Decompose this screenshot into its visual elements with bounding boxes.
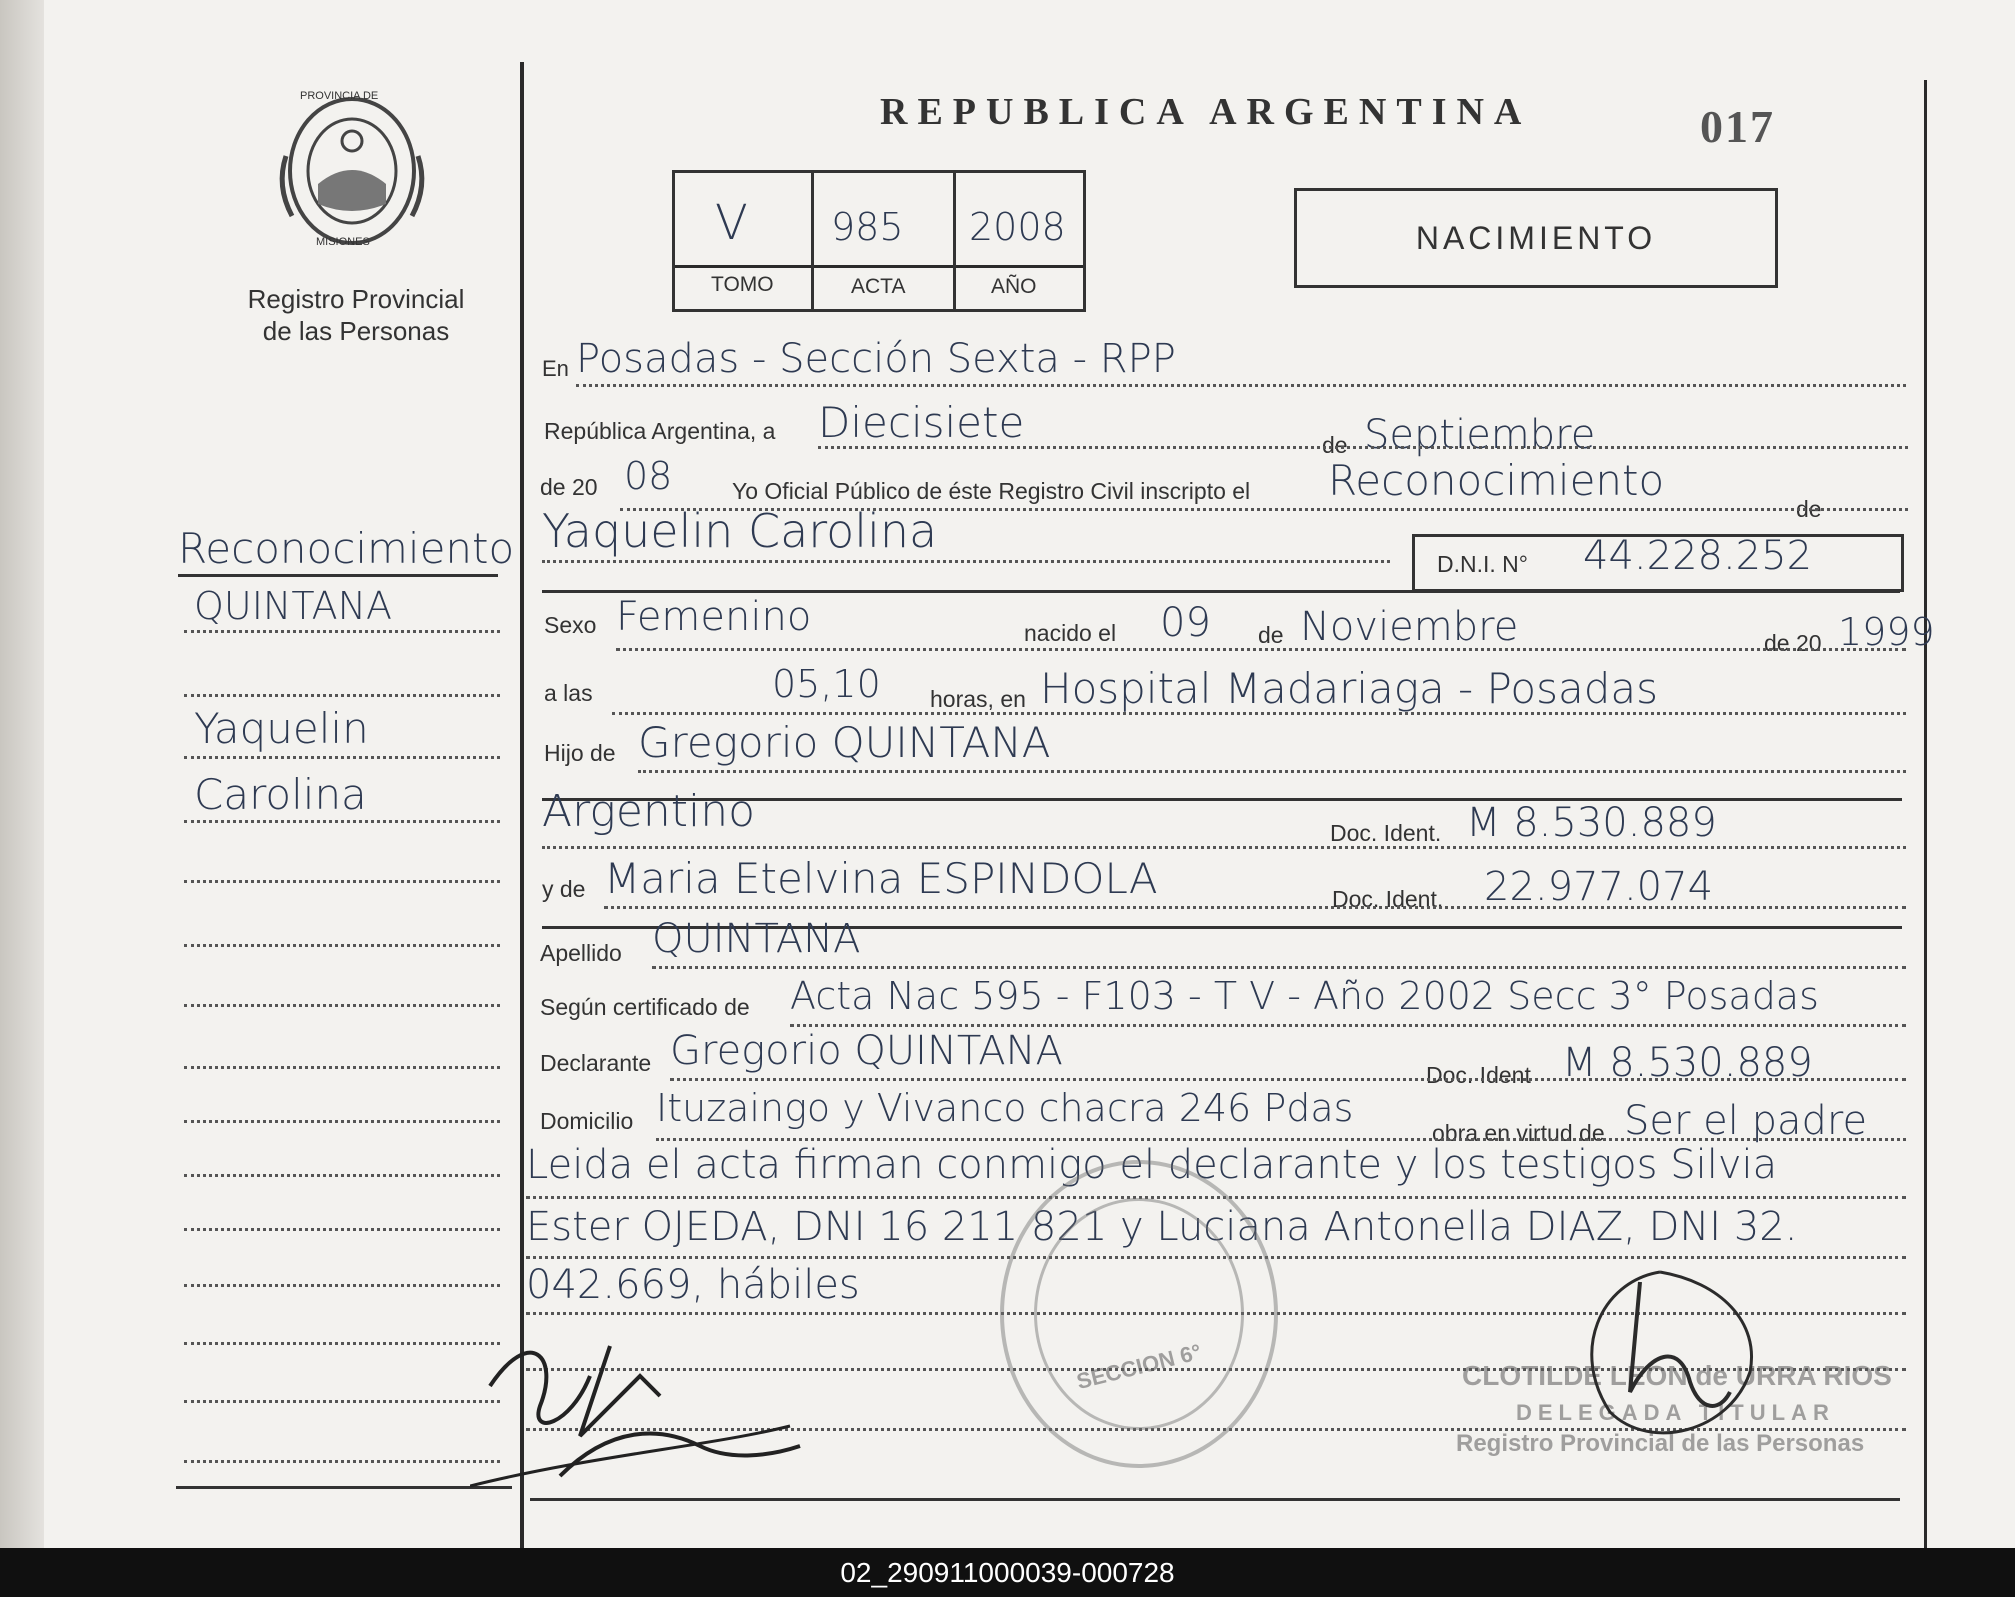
margin-rule — [184, 1400, 500, 1403]
apellido-value: QUINTANA — [652, 916, 861, 962]
dni-box — [1412, 534, 1904, 592]
apellido-label: Apellido — [540, 940, 622, 966]
birth-year-label: de 20 — [1764, 630, 1822, 656]
de-label: de — [1322, 432, 1348, 458]
record-number-box — [672, 170, 1086, 312]
tomo-label: TOMO — [711, 273, 774, 296]
round-seal-text: SECCION 6° — [1074, 1338, 1204, 1395]
dni-value: 44.228.252 — [1583, 533, 1813, 579]
margin-rule — [184, 944, 500, 947]
form-rule — [542, 560, 1390, 563]
registrar-signature-icon — [1560, 1262, 1760, 1452]
margin-note-name-line1: Yaquelin — [194, 704, 369, 753]
father-nationality-value: Argentino — [542, 786, 756, 837]
doc-ident2-label: Doc. Ident — [1426, 1062, 1531, 1088]
official-title: DELEGADA TITULAR — [1516, 1400, 1835, 1425]
birth-place-value: Hospital Madariaga - Posadas — [1040, 664, 1658, 713]
mother-value: Maria Etelvina ESPINDOLA — [604, 854, 1158, 903]
sexo-value: Femenino — [616, 594, 812, 640]
anio-label: AÑO — [991, 275, 1037, 298]
dni-label: D.N.I. N° — [1437, 551, 1528, 577]
margin-bottom-rule — [176, 1486, 512, 1489]
form-rule — [542, 846, 1906, 849]
margin-rule — [184, 1174, 500, 1177]
margin-rule — [184, 1342, 500, 1345]
page-title: REPUBLICA ARGENTINA — [880, 91, 1532, 133]
form-rule — [576, 384, 1906, 387]
birth-year-value: 1999 — [1838, 610, 1935, 654]
tomo-value: V — [715, 195, 748, 251]
folio-number: 017 — [1700, 101, 1775, 152]
doc-ident-label: Doc. Ident. — [1330, 820, 1442, 846]
official-name: CLOTILDE LEON de URRA RIOS — [1462, 1360, 1892, 1391]
document-type: NACIMIENTO — [1415, 219, 1657, 256]
en-label: En — [542, 356, 569, 381]
obra-value: Ser el padre — [1624, 1098, 1868, 1144]
declarante-doc-value: M 8.530.889 — [1562, 1040, 1813, 1086]
domicilio-label: Domicilio — [540, 1108, 634, 1134]
year-suffix-value: 08 — [624, 454, 673, 498]
round-office-seal-icon — [1000, 1160, 1278, 1468]
acta-value: 985 — [831, 205, 904, 249]
image-id-caption: 02_290911000039-000728 — [0, 1548, 2015, 1597]
margin-rule — [184, 756, 500, 759]
form-section-rule — [542, 590, 1900, 593]
form-rule — [818, 446, 1908, 449]
seal-ring-bottom-text: MISIONES — [316, 236, 370, 248]
margin-note-name-line2: Carolina — [194, 770, 367, 819]
form-rule — [604, 906, 1906, 909]
provincial-seal-icon — [272, 86, 432, 256]
obra-label: obra en virtud de — [1432, 1120, 1605, 1146]
note-line-3: 042.669, hábiles — [526, 1262, 860, 1308]
margin-note-heading: Reconocimiento — [178, 524, 515, 573]
sexo-label: Sexo — [544, 612, 597, 638]
form-rule — [652, 966, 1906, 969]
margin-rule — [184, 630, 500, 633]
certificate-value: Acta Nac 595 - F103 - T V - Año 2002 Secc 3° Posadas — [790, 974, 1819, 1018]
margin-rule — [184, 1120, 500, 1123]
page-binding-edge — [0, 0, 44, 1548]
yde-label: y de — [542, 876, 586, 902]
registry-name-line1: Registro Provincial — [247, 284, 465, 314]
domicilio-value: Ituzaingo y Vivanco chacra 246 Pdas — [656, 1086, 1354, 1130]
margin-rule — [184, 1228, 500, 1231]
declarant-signature-icon — [470, 1306, 820, 1506]
margin-rule — [184, 1066, 500, 1069]
birth-month-value: Noviembre — [1300, 604, 1519, 650]
form-rule — [638, 770, 1906, 773]
segun-label: Según certificado de — [540, 994, 750, 1020]
child-name-value: Yaquelin Carolina — [542, 504, 938, 558]
father-value: Gregorio QUINTANA — [638, 718, 1051, 767]
form-rule — [656, 1138, 1906, 1141]
de3-label: de — [1258, 622, 1284, 648]
birth-day-value: 09 — [1160, 600, 1211, 646]
declarante-value: Gregorio QUINTANA — [670, 1028, 1063, 1074]
registry-name-line2: de las Personas — [262, 316, 450, 346]
doc-ident-mother-label: Doc. Ident. — [1332, 886, 1444, 912]
year-prefix-label: de 20 — [540, 474, 598, 500]
note-line-2: Ester OJEDA, DNI 16 211 821 y Luciana Antonella DIAZ, DNI 32. — [526, 1204, 1798, 1250]
acta-label: ACTA — [851, 275, 906, 298]
margin-note-surname: QUINTANA — [194, 584, 393, 628]
republica-label: República Argentina, a — [544, 418, 776, 444]
form-rule — [670, 1078, 1906, 1081]
mother-doc-value: 22.977.074 — [1484, 864, 1714, 910]
official-office: Registro Provincial de las Personas — [1456, 1430, 1865, 1457]
hijo-label: Hijo de — [544, 740, 616, 766]
place-value: Posadas - Sección Sexta - RPP — [576, 336, 1176, 382]
officer-statement-label: Yo Oficial Público de éste Registro Civil inscripto el — [732, 478, 1251, 504]
margin-heading-underline — [178, 574, 498, 577]
margin-rule — [184, 1284, 500, 1287]
margin-rule — [184, 694, 500, 697]
right-border — [1924, 80, 1927, 1548]
note-line-1: Leida el acta firman conmigo el declarante y los testigos Silvia — [526, 1142, 1778, 1188]
form-rule — [612, 712, 1906, 715]
father-doc-value: M 8.530.889 — [1466, 800, 1717, 846]
margin-rule — [184, 820, 500, 823]
day-words-value: Diecisiete — [818, 398, 1025, 447]
de2-label: de — [1796, 496, 1822, 522]
seal-ring-top-text: PROVINCIA DE — [300, 90, 379, 102]
document-type-box — [1294, 188, 1778, 288]
margin-rule — [184, 1460, 500, 1463]
margin-rule — [184, 1004, 500, 1007]
act-type-value: Reconocimiento — [1328, 456, 1665, 505]
birth-time-value: 05,10 — [772, 662, 881, 706]
nacido-label: nacido el — [1024, 620, 1117, 646]
form-rule — [616, 648, 1906, 651]
horas-label: horas, en — [930, 686, 1026, 712]
form-rule — [790, 1024, 1906, 1027]
margin-rule — [184, 880, 500, 883]
anio-value: 2008 — [969, 205, 1066, 249]
month-value: Septiembre — [1364, 412, 1596, 458]
declarante-label: Declarante — [540, 1050, 652, 1076]
alas-label: a las — [544, 680, 593, 706]
